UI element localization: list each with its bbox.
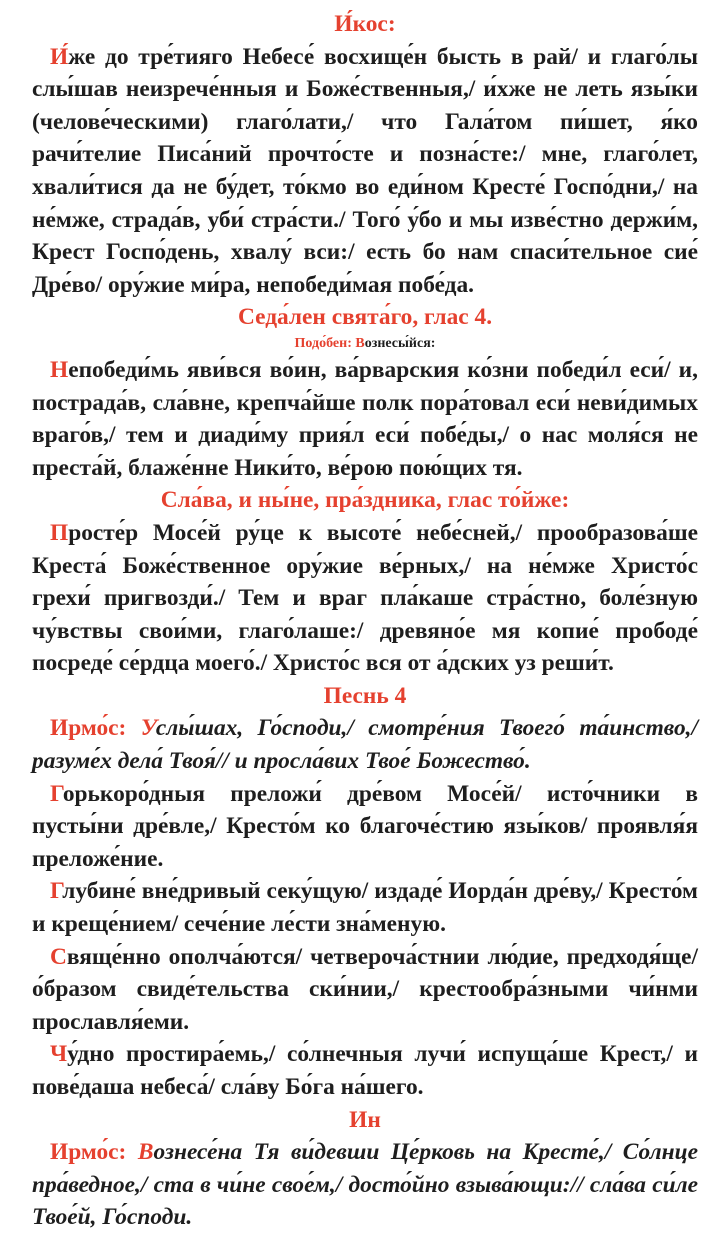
irmos-1 xyxy=(32,712,698,777)
sedalen-body: епобеди́мь яви́вся во́ин, ва́рварския ко́зни победи́л еси́/ и, пострада́в, сла́вне, крепча́йше полк пора́товал еси́ неви́димых враго́в,/ тем и диади́му прия́л еси́ побе́ды,/ о нас моля́ся не преста́й, блаже́нне Ники́то, ве́рою пою́щих тя. xyxy=(32,356,698,481)
drop-letter: Н xyxy=(50,356,69,383)
drop-letter: П xyxy=(50,519,69,546)
slava-text xyxy=(32,517,698,680)
irmos-2 xyxy=(32,1136,698,1234)
irmos-label: Ирмо́с: xyxy=(50,1139,138,1166)
troparion-body: у́дно простира́емь,/ со́лнечныя лучи́ испуща́ше Крест,/ и пове́даша небеса́/ сла́ву Бо́га на́шего. xyxy=(32,1041,698,1100)
troparion-4 xyxy=(32,1038,698,1103)
heading-slava: Сла́ва, и ны́не, пра́здника, глас то́йже: xyxy=(160,487,570,514)
irmos-label: Ирмо́с: xyxy=(50,715,141,742)
drop-letter: Г xyxy=(50,878,63,905)
troparion-body: вяще́нно ополча́ются/ четвероча́стнии лю́дие, предходя́ще/ о́бразом свиде́тельства ски́нии,/ крестообра́зными чи́нми прославля́еми. xyxy=(32,943,698,1035)
heading-ikos: И́кос: xyxy=(334,11,396,37)
ikos-text xyxy=(32,41,698,302)
drop-letter: С xyxy=(50,943,67,970)
drop-letter: И xyxy=(50,43,69,70)
heading-sedalen: Седа́лен свята́го, глас 4. xyxy=(237,304,493,331)
podoben-rest: ознесы́йся: xyxy=(364,335,436,351)
troparion-3 xyxy=(32,941,698,1039)
drop-letter: Ч xyxy=(50,1041,68,1068)
drop-letter: В xyxy=(137,1139,154,1166)
podoben-line xyxy=(32,334,698,354)
heading-in: Ин xyxy=(349,1106,381,1133)
podoben-label: Подо́бен: xyxy=(294,335,356,351)
slava-body: росте́р Мосе́й ру́це к высоте́ небе́сней,/ прообразова́ше Креста́ Боже́ственное ору́жие ве́рных,/ на не́мже Христо́с грехи́ пригвозди́./ Тем и враг пла́каше стра́стно, боле́зную чу́вствы свои́ми, глаго́лаше:/ древяно́е мя копие́ прободе́ посреде́ се́рдца моего́./ Христо́с вся от а́дских уз реши́т. xyxy=(32,519,698,677)
troparion-2 xyxy=(32,875,698,940)
drop-letter: У xyxy=(140,715,156,742)
troparion-body: орькоро́дныя преложи́ дре́вом Мосе́й/ исто́чники в пусты́ни дре́вле,/ Кресто́м ко благоче́стию язы́ков/ проявля́я преложе́ние. xyxy=(32,780,698,872)
troparion-1 xyxy=(32,778,698,876)
irmos-1-body: слы́шах, Го́споди,/ смотре́ния Твоего́ та́инство,/ разуме́х дела́ Твоя́// и просла́вих Твое́ Божество́. xyxy=(32,715,698,775)
troparion-body: лубине́ вне́дривый секу́щую/ издаде́ Иорда́н дре́ву,/ Кресто́м и креще́нием/ сече́ние ле́сти зна́меную. xyxy=(32,878,698,938)
ikos-body: ́же до тре́тияго Небесе́ восхище́н бысть в рай/ и глаго́лы слы́шав неизрече́нныя и Боже́ственныя,/ и́хже не леть язы́ки (челове́ческими) глаго́лати,/ что Гала́том пи́шет, я́ко рачи́телие Писа́ний прочто́сте и позна́сте:/ мне, глаго́лет, хвали́тися да не бу́дет, то́кмо во еди́ном Кресте́ Госпо́дни,/ на не́мже, страда́в, уби́ стра́сти./ Того́ у́бо и мы изве́стно держи́м, Крест Госпо́день, хвалу́ вси:/ есть бо нам спаси́тельное сие́ Дре́во/ ору́жие ми́ра, непобеди́мая побе́да. xyxy=(32,43,698,298)
heading-pesn: Песнь 4 xyxy=(323,682,407,709)
podoben-first-letter: В xyxy=(355,335,365,351)
sedalen-text xyxy=(32,354,698,484)
drop-letter: Г xyxy=(50,780,63,807)
irmos-2-body: ознесе́на Тя ви́девши Це́рковь на Кресте́,/ Со́лнце пра́ведное,/ ста в чи́не свое́м,/ досто́йно взыва́ющи:// сла́ва си́ле Твое́й, Го́споди. xyxy=(32,1139,698,1231)
